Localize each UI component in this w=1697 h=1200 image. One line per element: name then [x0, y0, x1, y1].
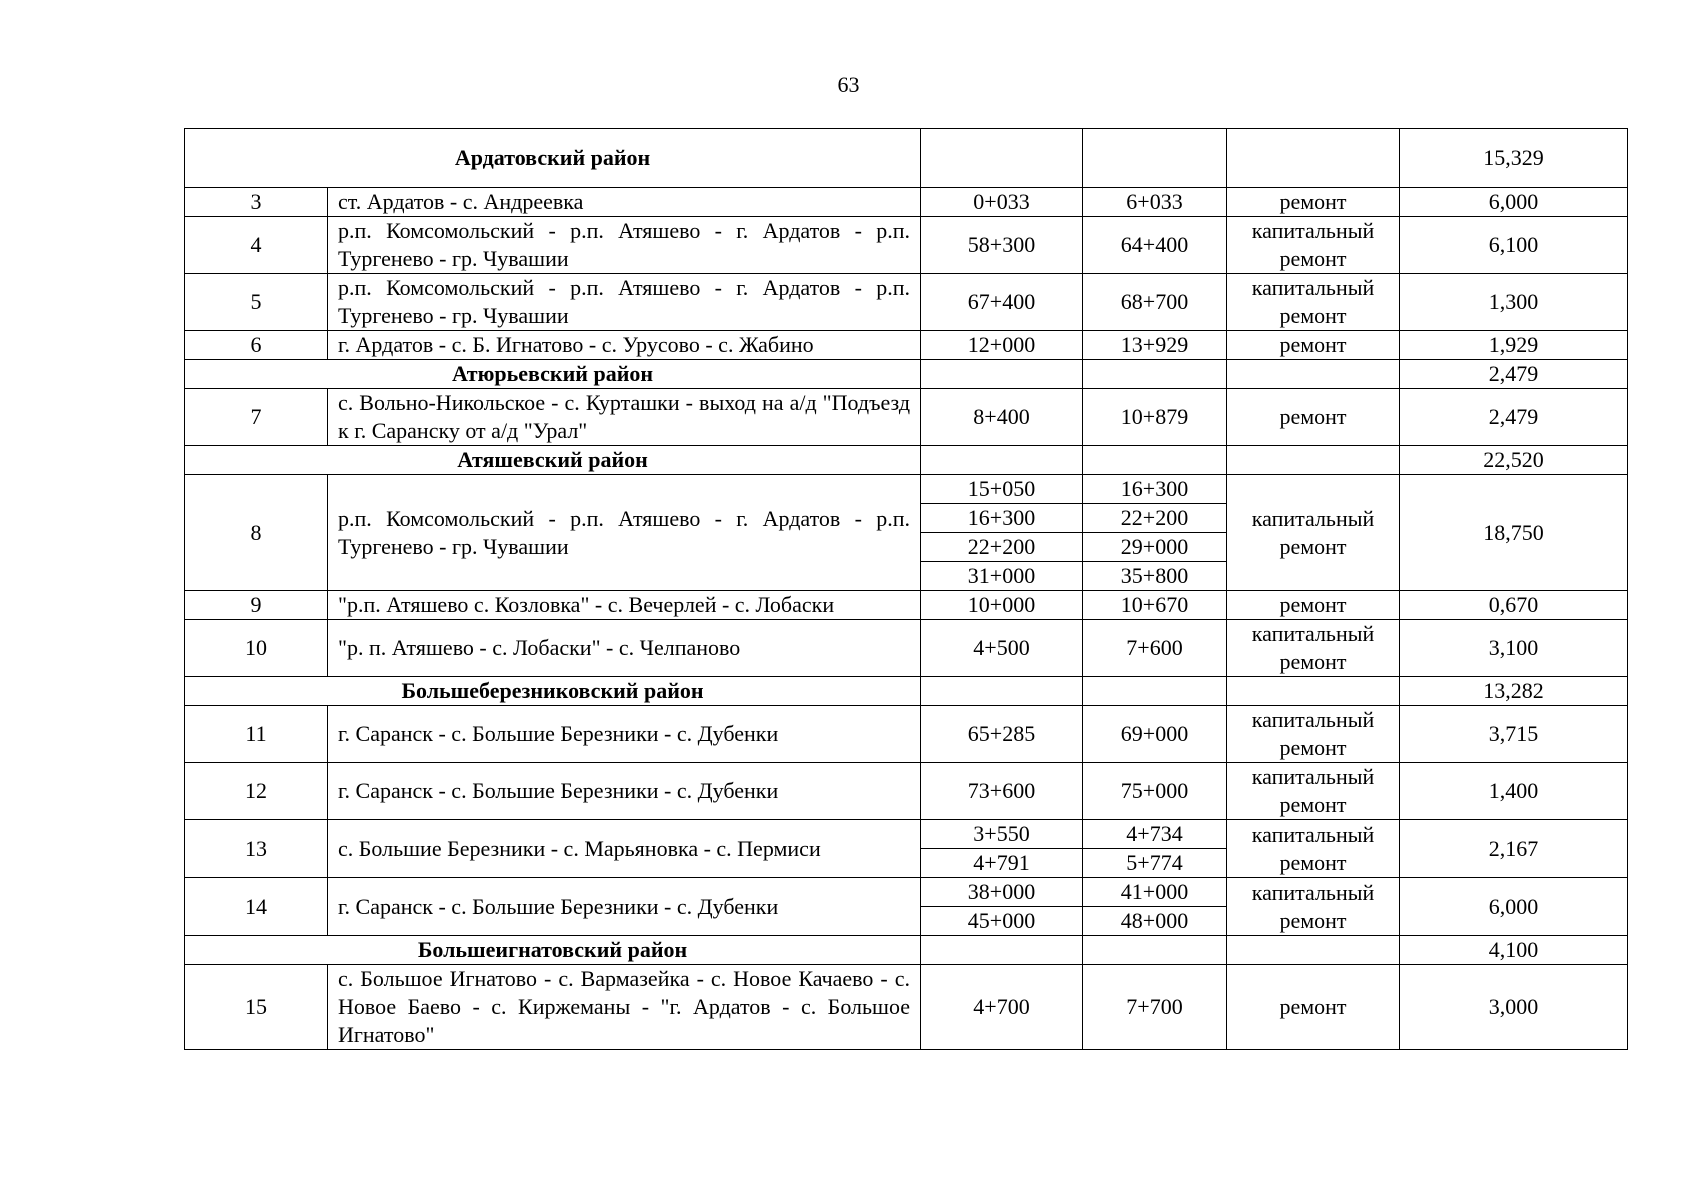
road-name: р.п. Комсомольский - р.п. Атяшево - г. Ардатов - р.п. Тургенево - гр. Чувашии: [328, 475, 921, 591]
km-from: 31+000: [921, 562, 1083, 591]
km-to: 5+774: [1083, 849, 1227, 878]
km-to: 13+929: [1083, 331, 1227, 360]
row-number: 8: [185, 475, 328, 591]
road-works-table: [184, 128, 1628, 1050]
km-to: 10+879: [1083, 389, 1227, 446]
work-type: капитальный ремонт: [1227, 763, 1400, 820]
district-row: [185, 360, 1628, 389]
km-to: 75+000: [1083, 763, 1227, 820]
work-type: капитальный ремонт: [1227, 217, 1400, 274]
work-type: ремонт: [1227, 188, 1400, 217]
row-number: 6: [185, 331, 328, 360]
km-from: 38+000: [921, 878, 1083, 907]
district-total: 15,329: [1400, 129, 1628, 188]
district-total: 2,479: [1400, 360, 1628, 389]
km-to: 10+670: [1083, 591, 1227, 620]
km-to: 7+600: [1083, 620, 1227, 677]
table-row: [185, 188, 1628, 217]
km-to: 4+734: [1083, 820, 1227, 849]
road-name: г. Саранск - с. Большие Березники - с. Дубенки: [328, 706, 921, 763]
district-name: Атюрьевский район: [185, 360, 921, 389]
district-row: [185, 129, 1628, 188]
km-to: 16+300: [1083, 475, 1227, 504]
district-total: 13,282: [1400, 677, 1628, 706]
km-from: 3+550: [921, 820, 1083, 849]
district-row: [185, 936, 1628, 965]
district-name: Большеигнатовский район: [185, 936, 921, 965]
km-to: 29+000: [1083, 533, 1227, 562]
row-number: 14: [185, 878, 328, 936]
km-from: 67+400: [921, 274, 1083, 331]
row-number: 5: [185, 274, 328, 331]
table-row: [185, 706, 1628, 763]
work-type: капитальный ремонт: [1227, 475, 1400, 591]
length-km: 2,167: [1400, 820, 1628, 878]
road-name: с. Большое Игнатово - с. Вармазейка - с. Новое Качаево - с. Новое Баево - с. Киржеманы - "г. Ардатов - с. Большое Игнатово": [328, 965, 921, 1050]
district-row: [185, 677, 1628, 706]
road-name: р.п. Комсомольский - р.п. Атяшево - г. Ардатов - р.п. Тургенево - гр. Чувашии: [328, 274, 921, 331]
road-name: ст. Ардатов - с. Андреевка: [328, 188, 921, 217]
km-from: 45+000: [921, 907, 1083, 936]
km-to: 68+700: [1083, 274, 1227, 331]
km-from: 22+200: [921, 533, 1083, 562]
table-row: [185, 820, 1628, 849]
work-type: ремонт: [1227, 591, 1400, 620]
road-name: г. Саранск - с. Большие Березники - с. Дубенки: [328, 763, 921, 820]
page-number: 63: [837, 72, 860, 97]
km-from: 58+300: [921, 217, 1083, 274]
work-type: ремонт: [1227, 389, 1400, 446]
length-km: 3,000: [1400, 965, 1628, 1050]
road-name: р.п. Комсомольский - р.п. Атяшево - г. Ардатов - р.п. Тургенево - гр. Чувашии: [328, 217, 921, 274]
km-to: 22+200: [1083, 504, 1227, 533]
work-type: капитальный ремонт: [1227, 274, 1400, 331]
km-to: 69+000: [1083, 706, 1227, 763]
table-row: [185, 475, 1628, 504]
district-name: Атяшевский район: [185, 446, 921, 475]
row-number: 4: [185, 217, 328, 274]
table-row: [185, 331, 1628, 360]
road-name: г. Ардатов - с. Б. Игнатово - с. Урусово - с. Жабино: [328, 331, 921, 360]
km-from: 4+791: [921, 849, 1083, 878]
district-name: Ардатовский район: [185, 129, 921, 188]
km-to: 41+000: [1083, 878, 1227, 907]
table-row: [185, 965, 1628, 1050]
length-km: 6,000: [1400, 878, 1628, 936]
row-number: 12: [185, 763, 328, 820]
km-from: 65+285: [921, 706, 1083, 763]
length-km: 1,300: [1400, 274, 1628, 331]
km-to: 7+700: [1083, 965, 1227, 1050]
table-row: [185, 620, 1628, 677]
length-km: 18,750: [1400, 475, 1628, 591]
km-from: 4+700: [921, 965, 1083, 1050]
km-from: 15+050: [921, 475, 1083, 504]
table-row: [185, 217, 1628, 274]
km-to: 6+033: [1083, 188, 1227, 217]
length-km: 1,929: [1400, 331, 1628, 360]
table-row: [185, 389, 1628, 446]
work-type: ремонт: [1227, 965, 1400, 1050]
row-number: 13: [185, 820, 328, 878]
work-type: капитальный ремонт: [1227, 820, 1400, 878]
work-type: капитальный ремонт: [1227, 620, 1400, 677]
table-row: [185, 274, 1628, 331]
length-km: 1,400: [1400, 763, 1628, 820]
row-number: 9: [185, 591, 328, 620]
road-name: г. Саранск - с. Большие Березники - с. Дубенки: [328, 878, 921, 936]
km-to: 48+000: [1083, 907, 1227, 936]
road-name: "р.п. Атяшево с. Козловка" - с. Вечерлей - с. Лобаски: [328, 591, 921, 620]
district-total: 4,100: [1400, 936, 1628, 965]
length-km: 6,100: [1400, 217, 1628, 274]
km-to: 35+800: [1083, 562, 1227, 591]
row-number: 10: [185, 620, 328, 677]
work-type: ремонт: [1227, 331, 1400, 360]
table-row: [185, 591, 1628, 620]
length-km: 3,715: [1400, 706, 1628, 763]
km-from: 10+000: [921, 591, 1083, 620]
row-number: 3: [185, 188, 328, 217]
row-number: 15: [185, 965, 328, 1050]
work-type: капитальный ремонт: [1227, 878, 1400, 936]
district-total: 22,520: [1400, 446, 1628, 475]
road-name: с. Большие Березники - с. Марьяновка - с. Пермиси: [328, 820, 921, 878]
row-number: 7: [185, 389, 328, 446]
km-from: 0+033: [921, 188, 1083, 217]
km-from: 73+600: [921, 763, 1083, 820]
row-number: 11: [185, 706, 328, 763]
table-row: [185, 763, 1628, 820]
km-from: 8+400: [921, 389, 1083, 446]
work-type: капитальный ремонт: [1227, 706, 1400, 763]
road-name: "р. п. Атяшево - с. Лобаски" - с. Челпаново: [328, 620, 921, 677]
length-km: 0,670: [1400, 591, 1628, 620]
length-km: 3,100: [1400, 620, 1628, 677]
district-row: [185, 446, 1628, 475]
km-from: 12+000: [921, 331, 1083, 360]
district-name: Большеберезниковский район: [185, 677, 921, 706]
km-from: 4+500: [921, 620, 1083, 677]
km-to: 64+400: [1083, 217, 1227, 274]
km-from: 16+300: [921, 504, 1083, 533]
length-km: 2,479: [1400, 389, 1628, 446]
length-km: 6,000: [1400, 188, 1628, 217]
table-row: [185, 878, 1628, 907]
road-name: с. Вольно-Никольское - с. Курташки - выход на а/д "Подъезд к г. Саранску от а/д "Урал": [328, 389, 921, 446]
